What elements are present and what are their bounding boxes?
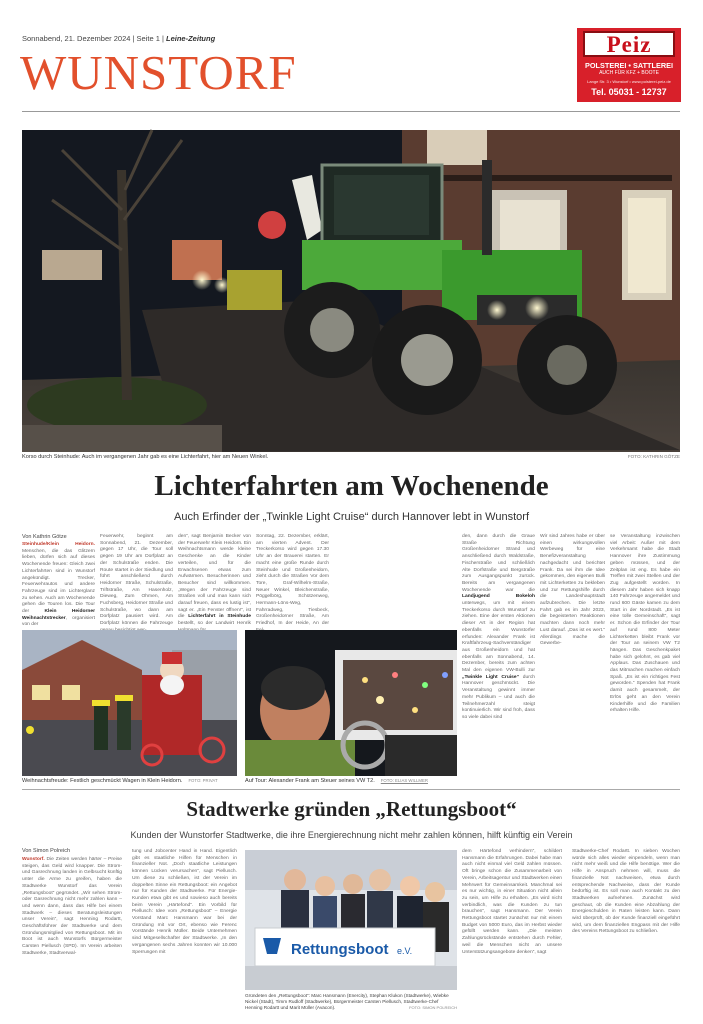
lead-headline: Lichterfahrten am Wochenende	[154, 470, 549, 502]
advertisement[interactable]	[577, 28, 681, 102]
ad-phone: Tel. 05031 - 12737	[591, 87, 667, 97]
lead-column-6: Wir sind Jahres habe er über einen wirkungsvollen Werbeweg für eine Benefizveranstaltung nachgedacht und berichtet Frank. Da sei ihm die Idee gekommen, den eigenen Bulli mit Lichterketten zu bekleben und zur Rettungshilfe durch die Landeshauptstadt aufzubrechen. Die letzte Fahrt gab es im Jahr 2023, die begeisterten Reaktionen machten dann noch mehr Lust darauf. „Das ist es wert.“ Allerdings mache die Gewerbe-	[540, 534, 605, 647]
vw-photo-credit: FOTO: ELIAS WILLMER	[380, 778, 428, 783]
rettungsboot-photo-caption: Gründeten den „Rettungsboot“: Marc Hansmann (Enercity), Stephan Klukon (Stadtwerke), Wiebke Nickel (Stadt), Timm Rudloff (Stadtwerke), Bürgermeister Carsten Piellusch, Stadtwerke-Chef Henning Rodartt und Marit Müller (Avacon). FOTO: SIMON POLREICH	[245, 993, 457, 1010]
vw-photo-caption: Auf Tour: Alexander Frank am Steuer seines VW T2. FOTO: ELIAS WILLMER	[245, 778, 428, 784]
lead-column-2: Feuerwehr, beginnt am Sonnabend, 21. Dezember, gegen 17 Uhr, die Tour soll gegen 19 Uhr am Dorfplatz an der Schulstraße enden. Die Route startet in der Siedlung und führt anschließend durch Heidorner Straße, Schulstraße, Triftstraße, Am Hasenholz, Dieweg, Zum Ohmen, Am Fuchsberg, Heidorner Straße und Schulstraße, wo dann am Dorfplatz pausiert wird. Am Dorfplatz können die Fahrzeuge	[100, 534, 173, 627]
santa-photo-credit: FOTO: PRIVAT	[188, 778, 218, 783]
ad-line2: AUCH FÜR KFZ + BOOTE	[599, 70, 659, 76]
masthead-divider	[22, 111, 680, 112]
lead-column-5: den, dann durch die Graue Straße Richtung Großenheidorner Strand und anschließend durch Waldstraße, Fischerstraße und schließlich Alte Dorfstraße und Bergstraße zum Ausgangspunkt zurück. Bereits am vergangenen Wochenende war die Landjugend Bokeloh unterwegs, um mit einem Treckerkorso durch Wunstorf zu ziehen. Eine der ersten Aktionen dieser Art in der Region hat ebenfalls ein Wunstorfer erfunden: Alexander Frank ist Kraftfahrzeug-Sachverständiger aus Großenheidorn und hat ebenfalls am Sonnabend, 14. Dezember, bereits zum achten Mal den eigenen VW-Bulli zur „Twinkle Light Cruise“ durch Hannover geschmückt. Die Veranstaltung gewinnt immer mehr Publikum – und auch die Teilnehmerzahl steigt kontinuierlich. Wir sind froh, dass so viele dabei sind	[462, 534, 536, 720]
ad-line1: POLSTEREI • SATTLEREI	[585, 61, 673, 70]
lead-column-1: Steinhude/Klein Heidorn. Menschen, die das Glitzern lieben, dürfen sich auf dieses Wochenende freuen: Gleich zwei Lichterfahrten sind in Wunstorf angekündigt. Trecker, Feuerwehrautos und andere Fahrzeuge sind im Lichterglanz zu sehen. Auch am Wochenende gehen die Touren los. Die Tour der Klein Heidorner Weihnachtstrecker, organisiert von der	[22, 542, 95, 628]
section-title: WUNSTORF	[20, 45, 297, 100]
second-byline: Von Simon Polreich	[22, 848, 70, 854]
paper-name: Leine-Zeitung	[166, 34, 216, 43]
second-column-4: Stadtwerke-Chef Rodartt. In sieben Wochen würde sich alles wieder einpendeln, wenn man nicht mehr weiß und die Hilfe benötige. Wer die Hilfe in Anspruch nehmen will, muss die finanzielle Not nachweisen, etwa durch entsprechende Nachweise, dass der Kunde bedürftig ist. Es soll man auch Kontakt zu den Stadtwerken aufnehmen. Zunächst wird geschaut, ob die Kunden eine Abzahlung der Energieschulden in Raten leisten kann. Dann wird überprüft, ob der Kunde finanziell eingeführt wird, um dem finanziellen Engpass mit der Hilfe des Vereins Rettungsboot zu schließen.	[572, 849, 680, 935]
rettungsboot-photo-credit: FOTO: SIMON POLREICH	[409, 1005, 457, 1010]
lead-byline: Von Kathrin Götze	[22, 534, 67, 540]
santa-float-photo	[22, 630, 237, 776]
vw-bus-driver-photo	[245, 630, 457, 776]
lead-column-3: den“, sagt Benjamin Becker von der Feuerwehr Klein Heidorn. Ein Weihnachtsmann werde kleine Geschenke an die Kinder verteilen, und für die Erwachsenen etwas zum Aufwärmen. Besucherinnen und Besucher sind willkommen. „Wegen der Fahrzeuge sind Straßen voll und man kann sich darauf freuen, dass es lustig ist“, sagt er. „Ein Fenster öffnen!“, ist die Lichterfahrt in Steinhude bestellt, so der Landwirt Henrik	[178, 534, 251, 627]
ad-line3: Lange Str. 3 • Wunstorf • www.polsterei-peiz.de	[587, 79, 671, 84]
lead-column-4: Sonntag, 22. Dezember, erklärt, am vierten Advent. Der Treckerkorso wird gegen 17.30 Uhr an der Brauerei starten. Er macht eine große Runde durch Steinhude und Großenheidorn, zieht durch die Straßen Vor dem Tore, Graf-Wilhelm-Straße, Neuer Winkel, Bleichenstraße, Pöggelbörg, Schützenweg, Hermann-Löns-Weg, Fahrradweg, Tiesbeck, Großenheidorner Straße, Am Friedhof, In der Heide, An der	[256, 534, 329, 627]
lead-photo-credit: FOTO: KATHRIN GÖTZE	[627, 454, 680, 459]
lead-column-7: se Veranstaltung inzwischen viel Arbeit: Außer mit dem Verkehrsamt habe die Stadt Hannover ihre Zustimmung geben müssen, und der Zeitplan ist eng. Es habe ein Treffen mit zwei Stellen und der Zug aufgestellt worden. In diesem Jahr haben sich knapp 140 Fahrzeuge angemeldet und rund 600 Gäste kamen zu dem Start in der Nordstadt. „Es ist eine tolle Gemeinschaft“, sagt er. Schon die Erfinder der Tour auf rund 800 Meter Lichterketten bleibt Frank vor der Tour an seinem VW T2 hängen. Das Geschenkpaket habe sich gelohnt, es gab viel Applaus. Das Zuschauen und das Mitmachen machen einfach Spaß. „Es ist ein richtiges Fest geworden.“ Spenden hat Frank damit auch gesammelt, der Erlös geht an den Verein Kinderhilfe und die Familien erhalten Hilfe.	[610, 534, 680, 714]
lead-photo-caption: Korso durch Steinhude: Auch im vergangenen Jahr gab es eine Lichterfahrt, hier am Neuen Winkel. FOTO: KATHRIN GÖTZE	[22, 454, 680, 460]
santa-photo-caption: Weihnachtsfreude: Festlich geschmückt Wagen in Klein Heidorn. FOTO: PRIVAT	[22, 778, 218, 784]
rettungsboot-group-photo	[245, 850, 457, 990]
dateline: Sonnabend, 21. Dezember 2024 | Seite 1 | Leine-Zeitung	[22, 34, 216, 43]
section-divider	[22, 789, 680, 790]
second-column-2: tung und Jobcenter Hand in Hand. Eigentlich gibt es staatliche Hilfen für Menschen in finanzieller Not. „Doch staatliche Leistungen können Lücken verursachen“, sagt Piellusch. Um diese zu schließen, ist der Verein im doppelten Sinne ein Rettungsboot: ein Angebot nur für Kunden der Stadtwerke. Für Energie-Kunden etwa gibt es und sowieso auch bereits beim Verein „Härtefond“. Ein Vorbild für Piellusch: Idee vom „Rettungsboot“ – Energie Vorstand Marc Hansmann war bei der Gründung mit vor Ort, ebenso wie Ferenc Vorstände Henrik Müller. Beide Unternehmen sind Mitgesellschafter der Stadtwerke. „In den vergangenen sechs Jahren konnten wir 10.000 Sperrungen mit	[132, 849, 237, 955]
lead-subheadline: Auch Erfinder der „Twinkle Light Cruise“ durch Hannover lebt in Wunstorf	[173, 511, 529, 523]
lead-photo	[22, 130, 680, 452]
ad-logo: Peiz	[583, 31, 675, 57]
sign-text: Rettungsboot	[291, 941, 389, 958]
sign-suffix: e.V.	[397, 946, 413, 956]
second-headline: Stadtwerke gründen „Rettungsboot“	[186, 797, 517, 821]
second-column-1: Wunstorf. Die Zeiten werden härter – Preise steigen, das Geld wird knapper. Die Strom- und Gasrechnung landen in Gelbsucht künftig unter die Arme zu greifen, haben die Stadtwerke Wunstorf das Verein „Rettungsboot“ gegründet. „Wir sehen Strom- oder Gasrechnung nicht mehr zahlen kann – und wenn dann, dass das Hilfe bei einem Stadtwerk – dieses Beratungsleistungen unser Verein“, sagt Henning Rodartt, Geschäftsführer der Stadtwerke und dem Gründungsmitglied von Rettungsboot. Mit im Boot ist auch Wunstorfs Bürgermeister Carsten Piellusch (SPD). Im Verein arbeiten Stadtwerke, Stadtverwal-	[22, 857, 122, 956]
second-column-3: dem Härtefond verhindern“, schildert Hansmann die Erfahrungen. Dabei habe man auch nicht einmal viel Geld zahlen müssen. Oft bringe schon die Zusammenarbeit von Verein, Arbeitsagentur und Stadtwerken einen Mehrwert für Gemeinsamkeit. Manchmal sei es nur wichtig, in einer Situation nicht allein zu sein, um Hilfe zu erhalten. „Es wird nicht verbindlich, was die Kunden zu tun brauchen“, sagt Hansmann. Der Verein Rettungsboot startet zunächst nur mit einem Budget von 5000 Euro, das im Herbst wieder gefüllt werden kann. „Die meisten Zahlungsrückstände entstehen durch Fehler, weil die Menschen nicht an unsere Unterstützungsangebote denken“, sagt	[462, 849, 562, 955]
second-subheadline: Kunden der Wunstorfer Stadtwerke, die ihre Energierechnung nicht mehr zahlen können, hilft künftig ein Verein	[130, 830, 573, 840]
